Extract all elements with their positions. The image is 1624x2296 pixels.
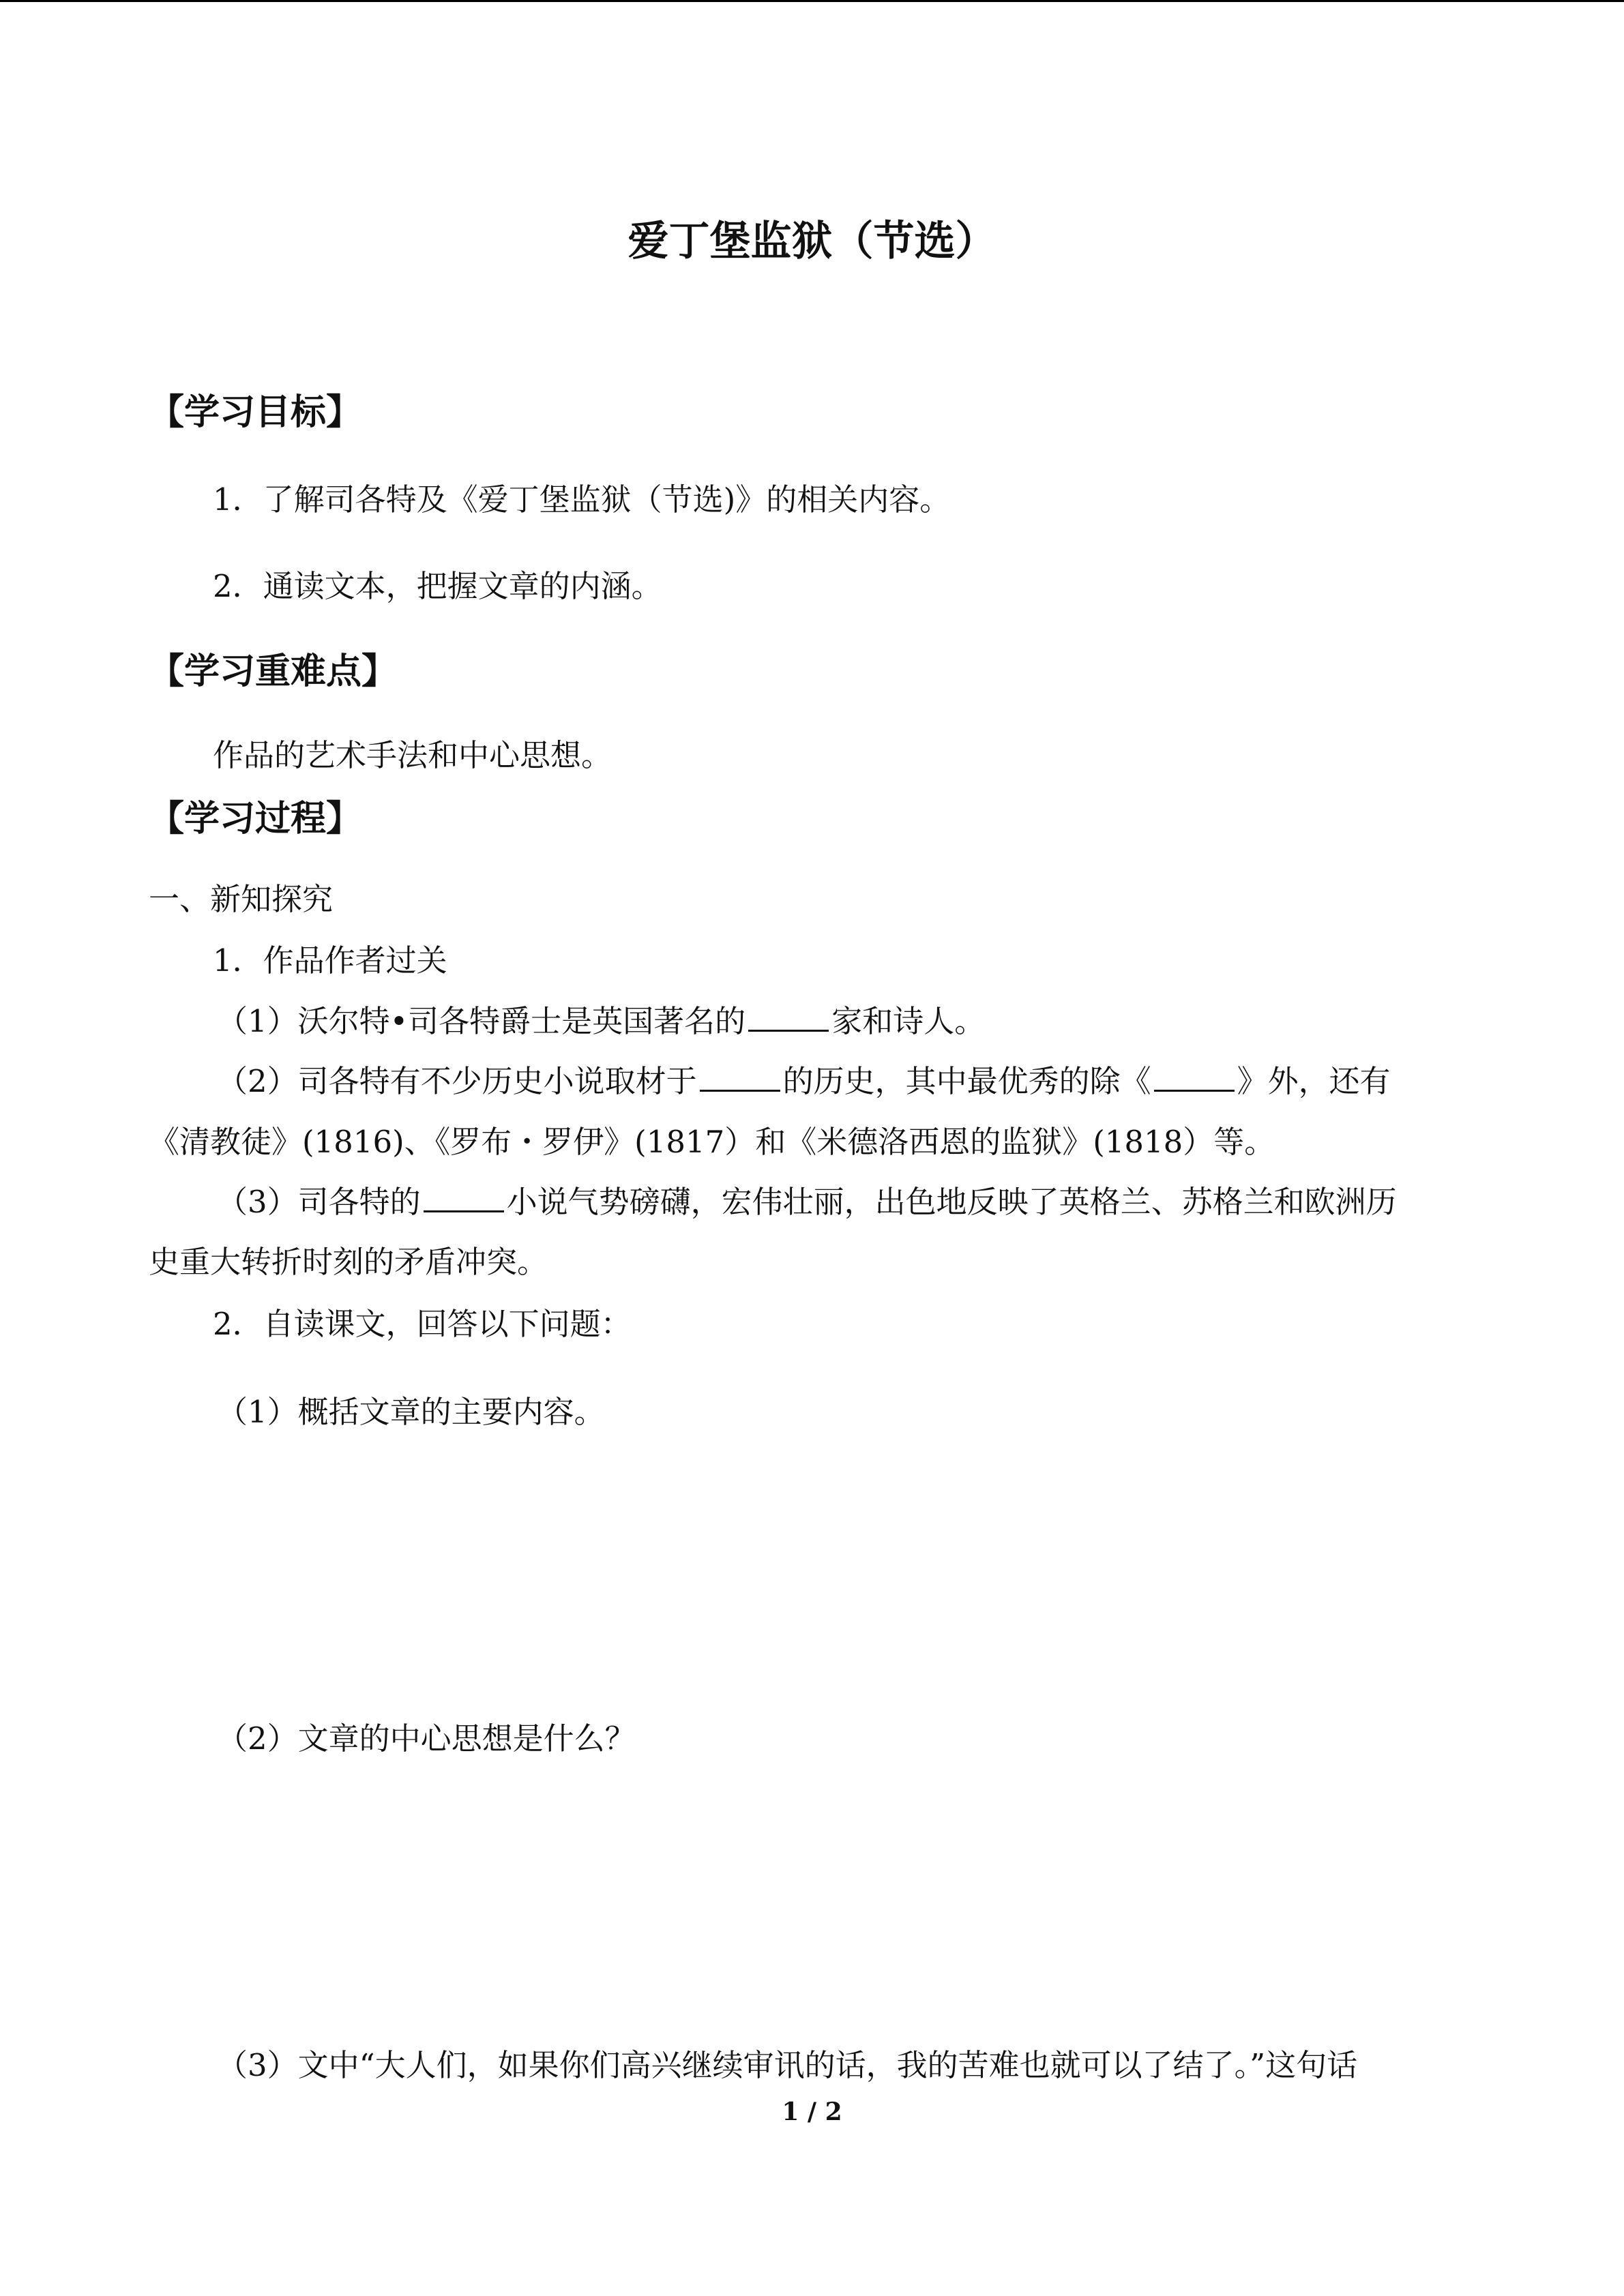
subquestion-2: （2）文章的中心思想是什么？	[217, 1720, 636, 1757]
objective-1: 1．了解司各特及《爱丁堡监狱（节选)》的相关内容。	[213, 481, 951, 518]
page-title: 爱丁堡监狱（节选）	[628, 218, 996, 265]
subquestion-1: （1）概括文章的主要内容。	[217, 1394, 605, 1430]
subquestion-3: （3）文中“大人们，如果你们高兴继续审讯的话，我的苦难也就可以了结了。”这句话	[217, 2047, 1358, 2083]
page-top-border	[0, 0, 1624, 2]
question-3-line-2: 史重大转折时刻的矛盾冲突。	[149, 1244, 548, 1280]
page-number: 1 / 2	[782, 2098, 842, 2126]
keypoints-text: 作品的艺术手法和中心思想。	[213, 737, 612, 773]
question-3-text-a: （3）司各特的	[217, 1184, 421, 1220]
question-2-text-a: （2）司各特有不少历史小说取材于	[217, 1063, 697, 1099]
question-2-text-b: 的历史，其中最优秀的除《	[782, 1063, 1151, 1099]
question-1-text-a: （1）沃尔特•司各特爵士是英国著名的	[217, 1003, 746, 1039]
question-3-text-b: 小说气势磅礴，宏伟壮丽，出色地反映了英格兰、苏格兰和欧洲历	[506, 1184, 1397, 1220]
process-heading: 【学习过程】	[149, 799, 362, 839]
answer-blank	[1154, 1062, 1235, 1092]
answer-blank	[424, 1183, 504, 1212]
question-2-line-2: 《清教徒》(1816)、《罗布・罗伊》(1817）和《米德洛西恩的监狱》(1818）等。	[149, 1124, 1275, 1160]
question-2-text-c: 》外，还有	[1237, 1063, 1391, 1099]
answer-blank	[700, 1062, 780, 1092]
objectives-heading: 【学习目标】	[149, 392, 362, 433]
question-1	[217, 1002, 985, 1041]
item1-heading: 1．作品作者过关	[213, 942, 447, 979]
question-1-text-b: 家和诗人。	[831, 1003, 986, 1039]
keypoints-heading: 【学习重难点】	[149, 651, 398, 692]
item2-heading: 2．自读课文，回答以下问题：	[213, 1306, 632, 1342]
answer-blank	[748, 1002, 829, 1032]
part1-heading: 一、新知探究	[149, 881, 334, 917]
question-2	[217, 1062, 1391, 1101]
question-3	[217, 1183, 1397, 1221]
objective-2: 2．通读文本，把握文章的内涵。	[213, 568, 662, 604]
